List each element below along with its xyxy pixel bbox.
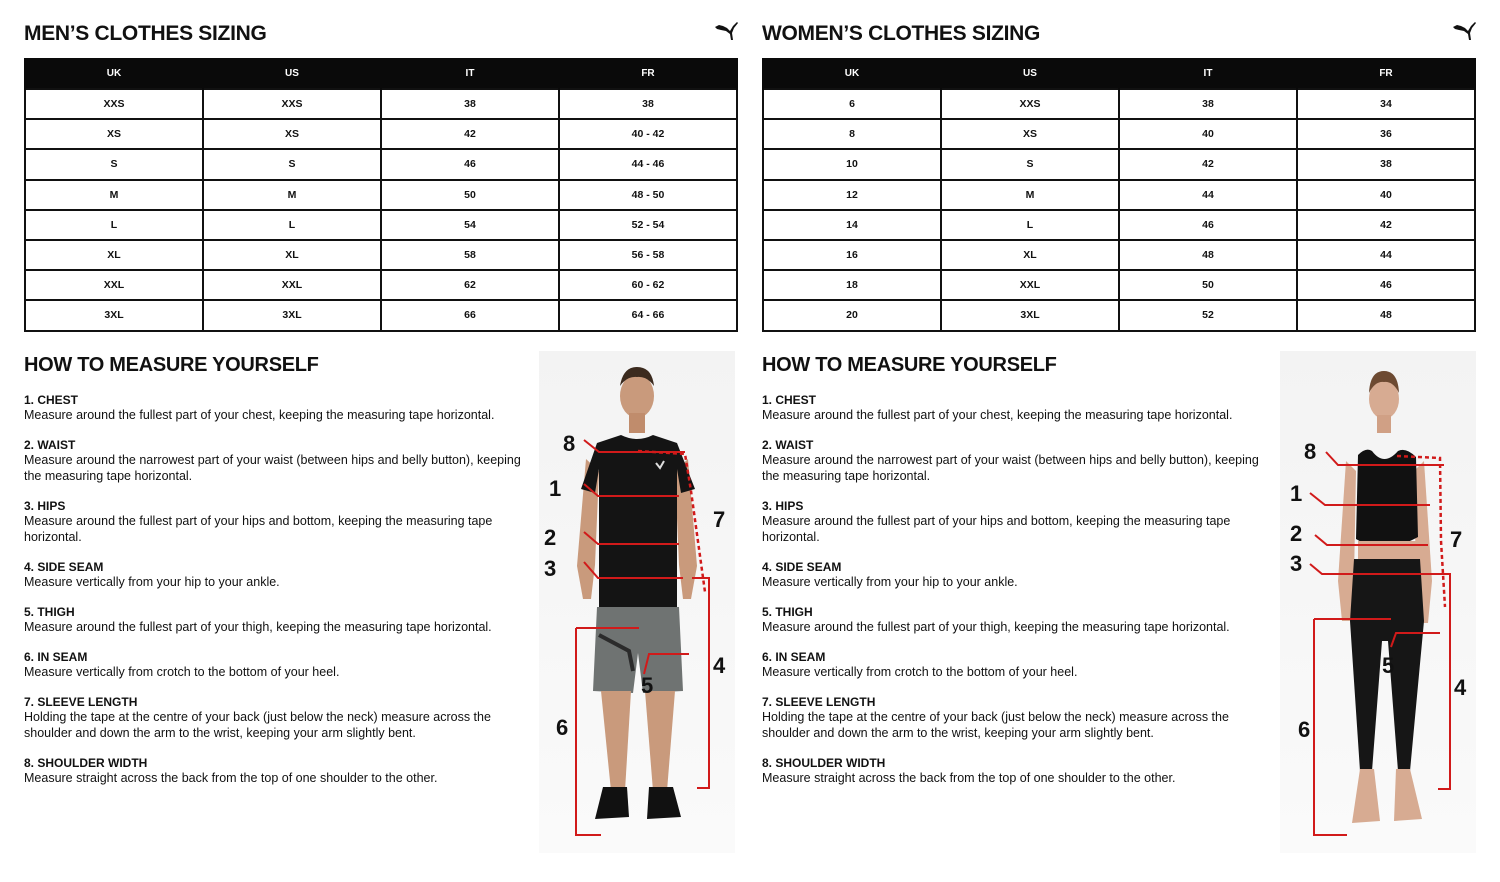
cell-us: XS — [941, 119, 1119, 149]
cell-it: 58 — [381, 240, 559, 270]
column-header-it: IT — [1119, 58, 1297, 89]
cell-uk: XL — [25, 240, 203, 270]
cell-uk: XS — [25, 119, 203, 149]
cell-fr: 38 — [1297, 149, 1475, 179]
table-row — [763, 149, 1475, 179]
measure-item-description: Measure around the fullest part of your thigh, keeping the measuring tape horizontal. — [24, 620, 492, 634]
cell-uk: L — [25, 210, 203, 240]
measure-heading: HOW TO MEASURE YOURSELF — [762, 354, 1057, 376]
cell-uk: 20 — [763, 300, 941, 330]
cell-fr: 40 - 42 — [559, 119, 737, 149]
cell-it: 52 — [1119, 300, 1297, 330]
cell-fr: 36 — [1297, 119, 1475, 149]
puma-logo-icon — [1452, 20, 1478, 42]
measure-item-thigh — [762, 605, 1262, 635]
measure-item-in-seam — [24, 650, 524, 680]
cell-us: L — [941, 210, 1119, 240]
mens-sizing-title: MEN’S CLOTHES SIZING — [24, 22, 267, 45]
measure-item-waist — [24, 438, 524, 484]
womens-sizing-panel — [762, 0, 1478, 882]
measure-item-description: Measure around the fullest part of your chest, keeping the measuring tape horizontal. — [24, 408, 495, 422]
cell-fr: 48 — [1297, 300, 1475, 330]
cell-us: S — [203, 149, 381, 179]
table-row — [25, 89, 737, 119]
cell-it: 46 — [381, 149, 559, 179]
cell-fr: 48 - 50 — [559, 180, 737, 210]
cell-fr: 44 — [1297, 240, 1475, 270]
cell-it: 66 — [381, 300, 559, 330]
table-row — [763, 300, 1475, 330]
table-row — [25, 300, 737, 330]
cell-uk: M — [25, 180, 203, 210]
column-header-uk: UK — [25, 58, 203, 89]
table-row — [763, 240, 1475, 270]
cell-us: XL — [941, 240, 1119, 270]
measure-item-chest — [24, 393, 524, 423]
measure-item-hips — [24, 499, 524, 545]
measure-item-waist — [762, 438, 1262, 484]
table-row — [25, 210, 737, 240]
table-row — [25, 270, 737, 300]
cell-us: XXS — [203, 89, 381, 119]
cell-uk: XXL — [25, 270, 203, 300]
womens-size-table — [762, 58, 1476, 332]
cell-us: 3XL — [941, 300, 1119, 330]
cell-fr: 38 — [559, 89, 737, 119]
measure-item-title: 4. SIDE SEAM — [762, 560, 842, 574]
cell-fr: 46 — [1297, 270, 1475, 300]
cell-us: XXL — [203, 270, 381, 300]
measure-item-description: Measure straight across the back from the top of one shoulder to the other. — [24, 771, 438, 785]
measure-item-description: Measure around the fullest part of your thigh, keeping the measuring tape horizontal. — [762, 620, 1230, 634]
measure-item-description: Measure vertically from crotch to the bottom of your heel. — [24, 665, 340, 679]
cell-fr: 40 — [1297, 180, 1475, 210]
cell-uk: XXS — [25, 89, 203, 119]
cell-uk: 16 — [763, 240, 941, 270]
measure-item-description: Measure around the fullest part of your hips and bottom, keeping the measuring tape horizontal. — [762, 514, 1231, 544]
cell-uk: 12 — [763, 180, 941, 210]
figure-label-1: 1 — [549, 476, 562, 501]
figure-label-7: 7 — [713, 507, 726, 532]
table-row — [25, 119, 737, 149]
measure-item-description: Measure vertically from your hip to your ankle. — [762, 575, 1018, 589]
figure-label-6: 6 — [1298, 717, 1311, 742]
figure-label-6: 6 — [556, 715, 569, 740]
cell-it: 40 — [1119, 119, 1297, 149]
mens-size-table — [24, 58, 738, 332]
table-row — [25, 180, 737, 210]
cell-us: XL — [203, 240, 381, 270]
table-row — [25, 240, 737, 270]
cell-uk: 14 — [763, 210, 941, 240]
cell-fr: 52 - 54 — [559, 210, 737, 240]
figure-label-5: 5 — [641, 673, 654, 698]
measure-item-description: Measure around the narrowest part of your waist (between hips and belly button), keeping the measuring tape horizontal. — [762, 453, 1259, 483]
male-model-illustration — [539, 351, 735, 853]
measure-item-title: 1. CHEST — [24, 393, 79, 407]
column-header-fr: FR — [1297, 58, 1475, 89]
measure-item-side-seam — [762, 560, 1262, 590]
measure-item-shoulder-width — [24, 756, 524, 786]
cell-uk: 18 — [763, 270, 941, 300]
measure-item-description: Measure around the narrowest part of your waist (between hips and belly button), keeping the measuring tape horizontal. — [24, 453, 521, 483]
cell-fr: 56 - 58 — [559, 240, 737, 270]
cell-uk: S — [25, 149, 203, 179]
measure-item-title: 2. WAIST — [24, 438, 76, 452]
column-header-us: US — [203, 58, 381, 89]
cell-it: 46 — [1119, 210, 1297, 240]
figure-label-5: 5 — [1382, 653, 1395, 678]
cell-it: 44 — [1119, 180, 1297, 210]
cell-it: 50 — [381, 180, 559, 210]
figure-label-4: 4 — [713, 653, 726, 678]
cell-it: 38 — [381, 89, 559, 119]
measure-item-side-seam — [24, 560, 524, 590]
measure-item-description: Measure around the fullest part of your chest, keeping the measuring tape horizontal. — [762, 408, 1233, 422]
cell-fr: 44 - 46 — [559, 149, 737, 179]
cell-it: 50 — [1119, 270, 1297, 300]
cell-it: 62 — [381, 270, 559, 300]
measure-item-title: 7. SLEEVE LENGTH — [762, 695, 876, 709]
figure-label-3: 3 — [544, 556, 557, 581]
figure-label-1: 1 — [1290, 481, 1303, 506]
figure-label-4: 4 — [1454, 675, 1467, 700]
figure-label-8: 8 — [563, 431, 576, 456]
cell-us: L — [203, 210, 381, 240]
cell-it: 54 — [381, 210, 559, 240]
measure-item-description: Measure vertically from crotch to the bottom of your heel. — [762, 665, 1078, 679]
table-row — [763, 89, 1475, 119]
table-header-row — [763, 58, 1475, 89]
figure-label-8: 8 — [1304, 439, 1317, 464]
table-row — [763, 180, 1475, 210]
mens-measurement-figure — [539, 351, 735, 853]
cell-us: XXL — [941, 270, 1119, 300]
measure-heading: HOW TO MEASURE YOURSELF — [24, 354, 319, 376]
cell-fr: 42 — [1297, 210, 1475, 240]
cell-uk: 3XL — [25, 300, 203, 330]
mens-sizing-panel — [24, 0, 740, 882]
cell-us: 3XL — [203, 300, 381, 330]
measure-item-shoulder-width — [762, 756, 1262, 786]
table-header-row — [25, 58, 737, 89]
measure-item-description: Measure straight across the back from the top of one shoulder to the other. — [762, 771, 1176, 785]
cell-fr: 34 — [1297, 89, 1475, 119]
table-row — [763, 270, 1475, 300]
column-header-us: US — [941, 58, 1119, 89]
measure-item-title: 3. HIPS — [762, 499, 804, 513]
cell-uk: 8 — [763, 119, 941, 149]
cell-it: 42 — [381, 119, 559, 149]
measure-item-title: 3. HIPS — [24, 499, 66, 513]
cell-fr: 64 - 66 — [559, 300, 737, 330]
table-row — [763, 119, 1475, 149]
cell-us: XS — [203, 119, 381, 149]
figure-label-7: 7 — [1450, 527, 1463, 552]
column-header-it: IT — [381, 58, 559, 89]
measure-item-title: 2. WAIST — [762, 438, 814, 452]
table-row — [25, 149, 737, 179]
cell-uk: 10 — [763, 149, 941, 179]
measure-item-description: Holding the tape at the centre of your back (just below the neck) measure across the shoulder and down the arm to the wrist, keeping your arm slightly bent. — [762, 710, 1229, 740]
measure-item-chest — [762, 393, 1262, 423]
measure-item-title: 1. CHEST — [762, 393, 817, 407]
column-header-uk: UK — [763, 58, 941, 89]
female-model-illustration — [1280, 351, 1476, 853]
cell-us: M — [203, 180, 381, 210]
cell-us: M — [941, 180, 1119, 210]
measure-item-title: 6. IN SEAM — [762, 650, 826, 664]
womens-measurement-figure — [1280, 351, 1476, 853]
measure-item-title: 5. THIGH — [762, 605, 813, 619]
puma-logo-icon — [714, 20, 740, 42]
measure-item-hips — [762, 499, 1262, 545]
measure-item-description: Measure around the fullest part of your hips and bottom, keeping the measuring tape horizontal. — [24, 514, 493, 544]
measure-item-title: 7. SLEEVE LENGTH — [24, 695, 138, 709]
measure-item-in-seam — [762, 650, 1262, 680]
cell-uk: 6 — [763, 89, 941, 119]
cell-us: S — [941, 149, 1119, 179]
mens-measure-instructions — [24, 354, 524, 801]
womens-sizing-title: WOMEN’S CLOTHES SIZING — [762, 22, 1041, 45]
measure-item-thigh — [24, 605, 524, 635]
measure-item-sleeve-length — [762, 695, 1262, 741]
measure-item-description: Measure vertically from your hip to your ankle. — [24, 575, 280, 589]
measure-item-description: Holding the tape at the centre of your back (just below the neck) measure across the shoulder and down the arm to the wrist, keeping your arm slightly bent. — [24, 710, 491, 740]
measure-item-title: 8. SHOULDER WIDTH — [24, 756, 148, 770]
womens-measure-instructions — [762, 354, 1262, 801]
figure-label-2: 2 — [1290, 521, 1303, 546]
table-row — [763, 210, 1475, 240]
cell-us: XXS — [941, 89, 1119, 119]
cell-it: 48 — [1119, 240, 1297, 270]
measure-item-title: 6. IN SEAM — [24, 650, 88, 664]
measure-item-title: 5. THIGH — [24, 605, 75, 619]
column-header-fr: FR — [559, 58, 737, 89]
cell-it: 42 — [1119, 149, 1297, 179]
measure-item-sleeve-length — [24, 695, 524, 741]
cell-fr: 60 - 62 — [559, 270, 737, 300]
cell-it: 38 — [1119, 89, 1297, 119]
figure-label-3: 3 — [1290, 551, 1303, 576]
measure-item-title: 8. SHOULDER WIDTH — [762, 756, 886, 770]
figure-label-2: 2 — [544, 525, 557, 550]
measure-item-title: 4. SIDE SEAM — [24, 560, 104, 574]
